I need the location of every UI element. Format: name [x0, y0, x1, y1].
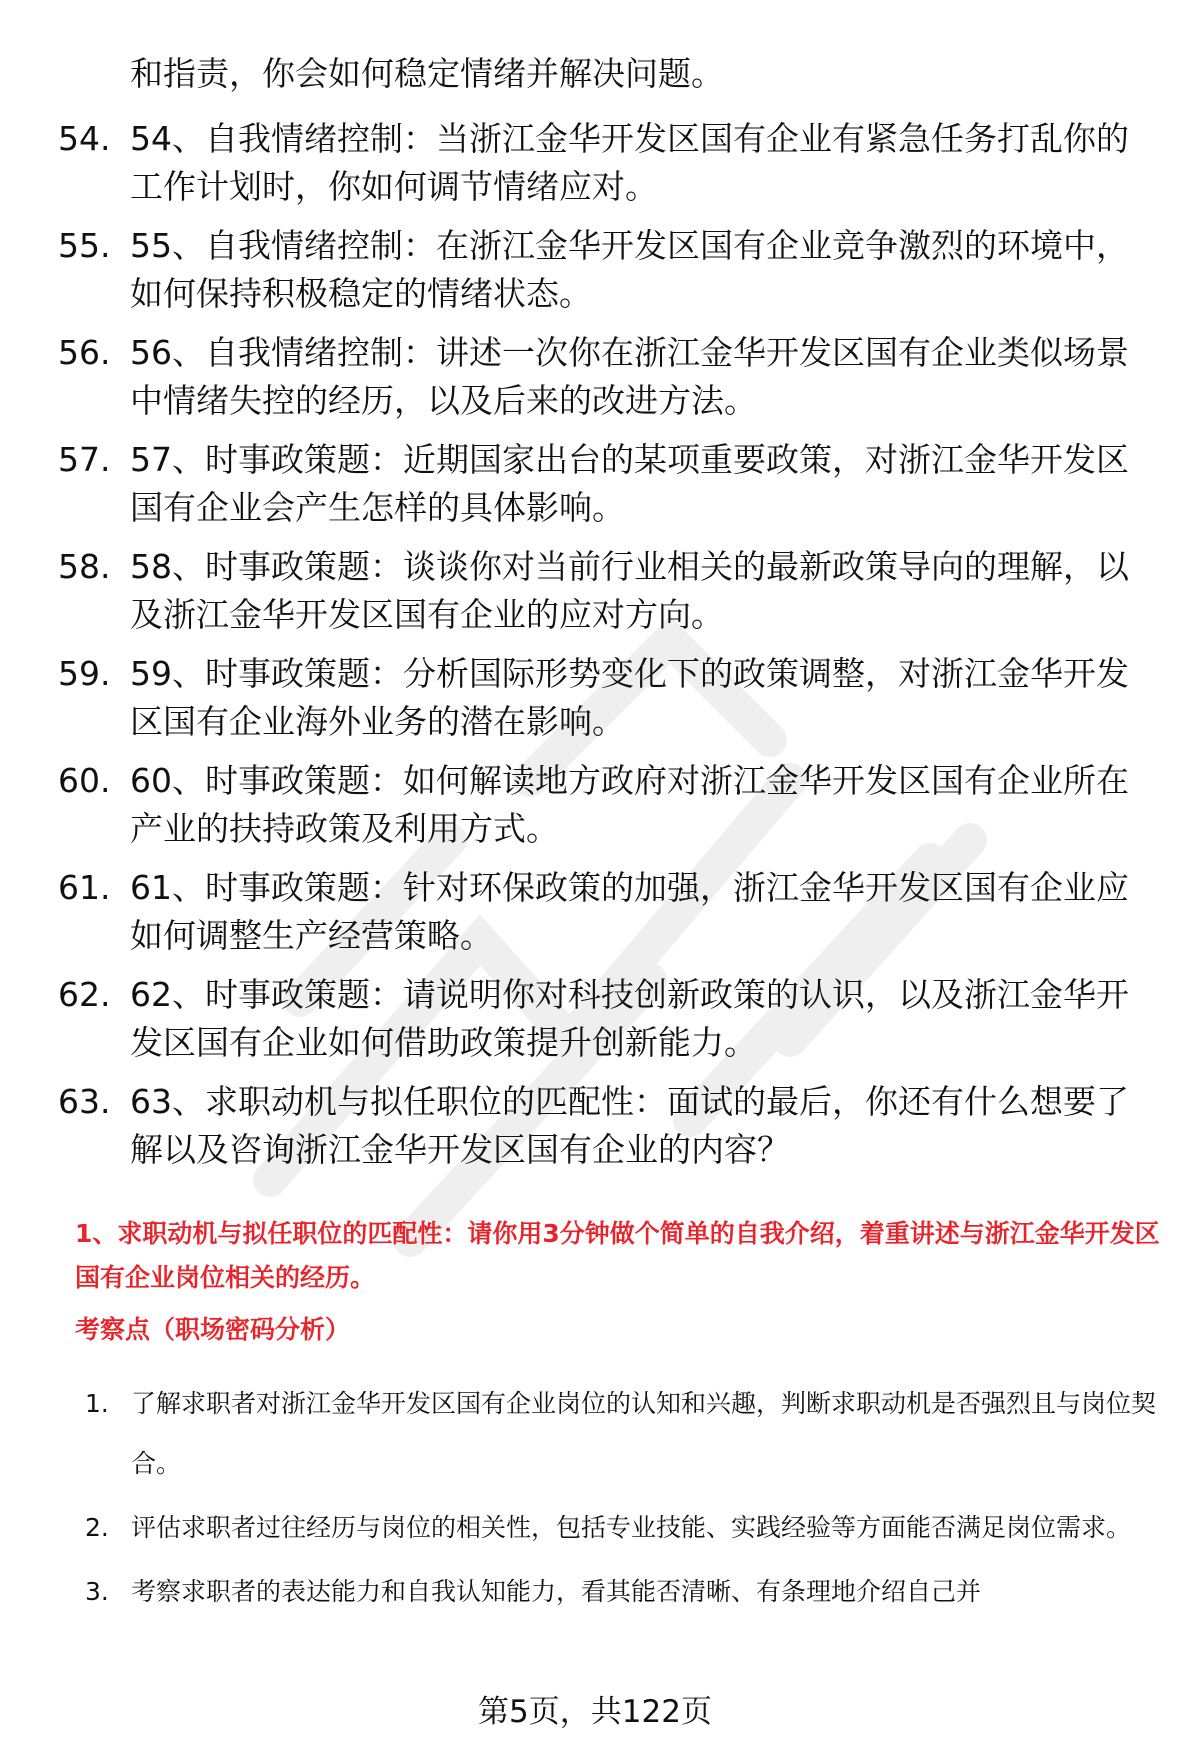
item-text: 56、自我情绪控制：讲述一次你在浙江金华开发区国有企业类似场景中情绪失控的经历，以及后来的改进方法。	[130, 333, 1129, 420]
list-item	[58, 115, 1158, 211]
item-text: 58、时事政策题：谈谈你对当前行业相关的最新政策导向的理解，以及浙江金华开发区国有企业的应对方向。	[130, 547, 1129, 634]
item-text: 了解求职者对浙江金华开发区国有企业岗位的认知和兴趣，判断求职动机是否强烈且与岗位契合。	[131, 1389, 1157, 1478]
item-number: 56.	[58, 333, 111, 372]
list-item	[58, 650, 1158, 746]
item-text: 63、求职动机与拟任职位的匹配性：面试的最后，你还有什么想要了解以及咨询浙江金华开发区国有企业的内容？	[130, 1082, 1129, 1169]
list-item	[58, 864, 1158, 960]
item-text: 61、时事政策题：针对环保政策的加强，浙江金华开发区国有企业应如何调整生产经营策略。	[130, 868, 1129, 955]
item-text: 59、时事政策题：分析国际形势变化下的政策调整，对浙江金华开发区国有企业海外业务的潜在影响。	[130, 654, 1129, 741]
list-item	[58, 329, 1158, 425]
list-item	[58, 543, 1158, 639]
item-number: 60.	[58, 761, 111, 800]
list-item	[58, 436, 1158, 532]
item-number: 63.	[58, 1082, 111, 1121]
item-number: 2.	[85, 1513, 109, 1542]
item-text: 60、时事政策题：如何解读地方政府对浙江金华开发区国有企业所在产业的扶持政策及利用方式。	[130, 761, 1129, 848]
list-item	[58, 1078, 1158, 1174]
item-number: 58.	[58, 547, 111, 586]
item-number: 54.	[58, 119, 111, 158]
section-label: 考察点（职场密码分析）	[75, 1315, 351, 1344]
item-number: 3.	[85, 1577, 109, 1606]
list-item	[85, 1562, 1165, 1622]
list-item	[85, 1374, 1165, 1494]
list-item	[58, 222, 1158, 318]
highlight-question-heading: 1、求职动机与拟任职位的匹配性：请你用3分钟做个简单的自我介绍，着重讲述与浙江金华开发区国有企业岗位相关的经历。	[75, 1219, 1160, 1292]
item-text: 评估求职者过往经历与岗位的相关性，包括专业技能、实践经验等方面能否满足岗位需求。	[131, 1513, 1132, 1542]
list-item	[58, 757, 1158, 853]
item-number: 1.	[85, 1389, 109, 1418]
assessment-points-list	[85, 1374, 1165, 1626]
list-item	[58, 971, 1158, 1067]
item-text: 62、时事政策题：请说明你对科技创新政策的认识，以及浙江金华开发区国有企业如何借助政策提升创新能力。	[130, 975, 1129, 1062]
page-footer: 第5页，共122页	[478, 1694, 712, 1730]
item-text: 考察求职者的表达能力和自我认知能力，看其能否清晰、有条理地介绍自己并	[131, 1577, 982, 1606]
item-number: 59.	[58, 654, 111, 693]
item-text: 55、自我情绪控制：在浙江金华开发区国有企业竞争激烈的环境中，如何保持积极稳定的情绪状态。	[130, 226, 1129, 313]
item-text: 57、时事政策题：近期国家出台的某项重要政策，对浙江金华开发区国有企业会产生怎样的具体影响。	[130, 440, 1129, 527]
item-number: 62.	[58, 975, 111, 1014]
list-item	[85, 1498, 1165, 1558]
item-text: 54、自我情绪控制：当浙江金华开发区国有企业有紧急任务打乱你的工作计划时，你如何调节情绪应对。	[130, 119, 1129, 206]
item-number: 55.	[58, 226, 111, 265]
continuation-text: 和指责，你会如何稳定情绪并解决问题。	[130, 54, 724, 93]
item-number: 57.	[58, 440, 111, 479]
item-number: 61.	[58, 868, 111, 907]
question-list	[58, 115, 1158, 1185]
